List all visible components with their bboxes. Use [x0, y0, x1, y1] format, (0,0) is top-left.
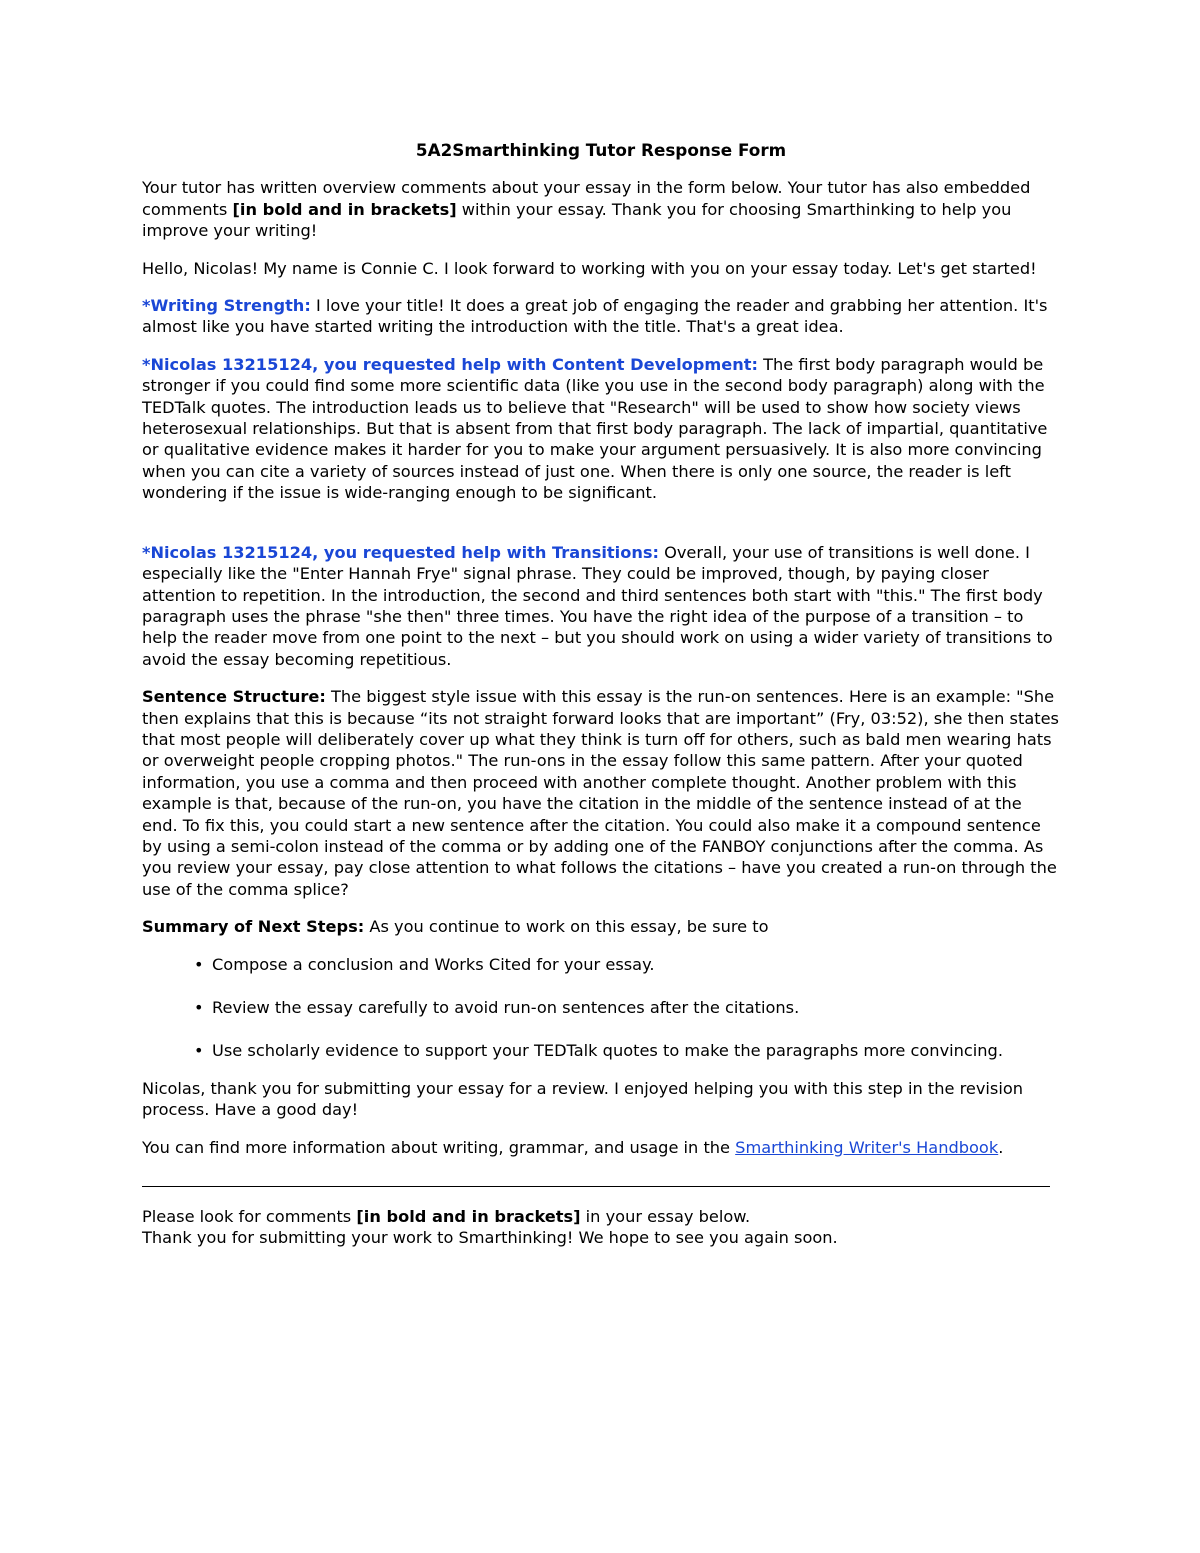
more-info-text-before: You can find more information about writing, grammar, and usage in the: [142, 1137, 736, 1157]
summary-label: Summary of Next Steps:: [142, 917, 365, 937]
writers-handbook-link[interactable]: Smarthinking Writer's Handbook: [735, 1137, 999, 1157]
writing-strength-text: I love your title! It does a great job of engaging the reader and grabbing her attention. It's almost like you have started writing the introduction with the title. That's a great idea.: [142, 296, 1048, 337]
document-body: [142, 140, 1060, 1249]
intro-text-after: within your essay. Thank you for choosing Smarthinking to help you improve your writing!: [142, 199, 1012, 241]
more-info-paragraph: [142, 1137, 1060, 1158]
closing-text-after: in your essay below.: [580, 1207, 751, 1227]
closing-line-1: [142, 1206, 1060, 1227]
writing-strength-label: *Writing Strength:: [142, 296, 311, 316]
sentence-structure-section: [142, 686, 1060, 900]
sentence-structure-text: The biggest style issue with this essay is the run-on sentences. Here is an example: "She then explains that this is because “its not straight forward looks that are important” (Fry, 03:52), she then states that most people will deliberately cover up what they think is turn off for others, such as bald men wearing hats or overweight people cropping photos." The run-ons in the essay follow this same pattern. After your quoted information, you use a comma and then proceed with another complete thought. Another problem with this example is that, because of the run-on, you have the citation in the middle of the sentence instead of at the end. To fix this, you could start a new sentence after the citation. You could also make it a compound sentence by using a semi-colon instead of the comma or by adding one of the FANBOY conjunctions after the comma. As you review your essay, pay close attention to what follows the citations – have you created a run-on through the use of the comma splice?: [142, 687, 1059, 899]
content-development-label: *Nicolas 13215124, you requested help with Content Development:: [142, 354, 758, 374]
content-development-section: [142, 354, 1060, 504]
spacer: [142, 520, 1060, 542]
thanks-paragraph: Nicolas, thank you for submitting your essay for a review. I enjoyed helping you with this step in the revision process. Have a good day!: [142, 1078, 1024, 1120]
summary-section: [142, 916, 1060, 937]
intro-text-before: Your tutor has written overview comments about your essay in the form below. Your tutor has also embedded comments: [142, 178, 1031, 219]
list-item-text: Compose a conclusion and Works Cited for your essay.: [212, 954, 655, 974]
list-item: [194, 954, 1060, 975]
page-title: 5A2Smarthinking Tutor Response Form: [415, 140, 787, 160]
next-steps-list: [142, 954, 1060, 1062]
more-info-text-after: .: [998, 1137, 1004, 1157]
list-item-text: Use scholarly evidence to support your TEDTalk quotes to make the paragraphs more convincing.: [212, 1041, 1003, 1061]
list-item: [194, 997, 1060, 1018]
closing-bold-note: [in bold and in brackets]: [356, 1207, 581, 1227]
writing-strength-section: [142, 295, 1060, 338]
list-item: [194, 1040, 1060, 1061]
intro-bold-note: [in bold and in brackets]: [232, 199, 457, 219]
closing-text-before: Please look for comments: [142, 1207, 357, 1227]
transitions-label: *Nicolas 13215124, you requested help with Transitions:: [142, 542, 659, 562]
closing-line-2: Thank you for submitting your work to Smarthinking! We hope to see you again soon.: [142, 1228, 838, 1248]
content-development-text: The first body paragraph would be stronger if you could find some more scientific data (like you use in the second body paragraph) along with the TEDTalk quotes. The introduction leads us to believe that "Research" will be used to show how society views heterosexual relationships. But that is absent from that first body paragraph. The lack of impartial, quantitative or qualitative evidence makes it harder for you to make your argument persuasively. It is also more convincing when you can cite a variety of sources instead of just one. When there is only one source, the reader is left wondering if the issue is wide-ranging enough to be significant.: [142, 354, 1048, 503]
closing-section: [142, 1206, 1060, 1249]
bullet-icon: •: [194, 1041, 204, 1061]
list-item-text: Review the essay carefully to avoid run-on sentences after the citations.: [212, 998, 800, 1017]
bullet-icon: •: [194, 998, 204, 1017]
horizontal-divider: [142, 1186, 1050, 1187]
sentence-structure-label: Sentence Structure:: [142, 687, 326, 707]
greeting-paragraph: Hello, Nicolas! My name is Connie C. I look forward to working with you on your essay today. Let's get started!: [142, 258, 1037, 278]
transitions-section: [142, 542, 1060, 670]
bullet-icon: •: [194, 954, 204, 974]
summary-text: As you continue to work on this essay, be sure to: [364, 917, 769, 937]
intro-paragraph: [142, 177, 1060, 241]
transitions-text: Overall, your use of transitions is well done. I especially like the "Enter Hannah Frye" signal phrase. They could be improved, though, by paying closer attention to repetition. In the introduction, the second and third sentences both start with "this." The first body paragraph uses the phrase "she then" three times. You have the right idea of the purpose of a transition – to help the reader move from one point to the next – but you should work on using a wider variety of transitions to avoid the essay becoming repetitious.: [142, 542, 1053, 669]
